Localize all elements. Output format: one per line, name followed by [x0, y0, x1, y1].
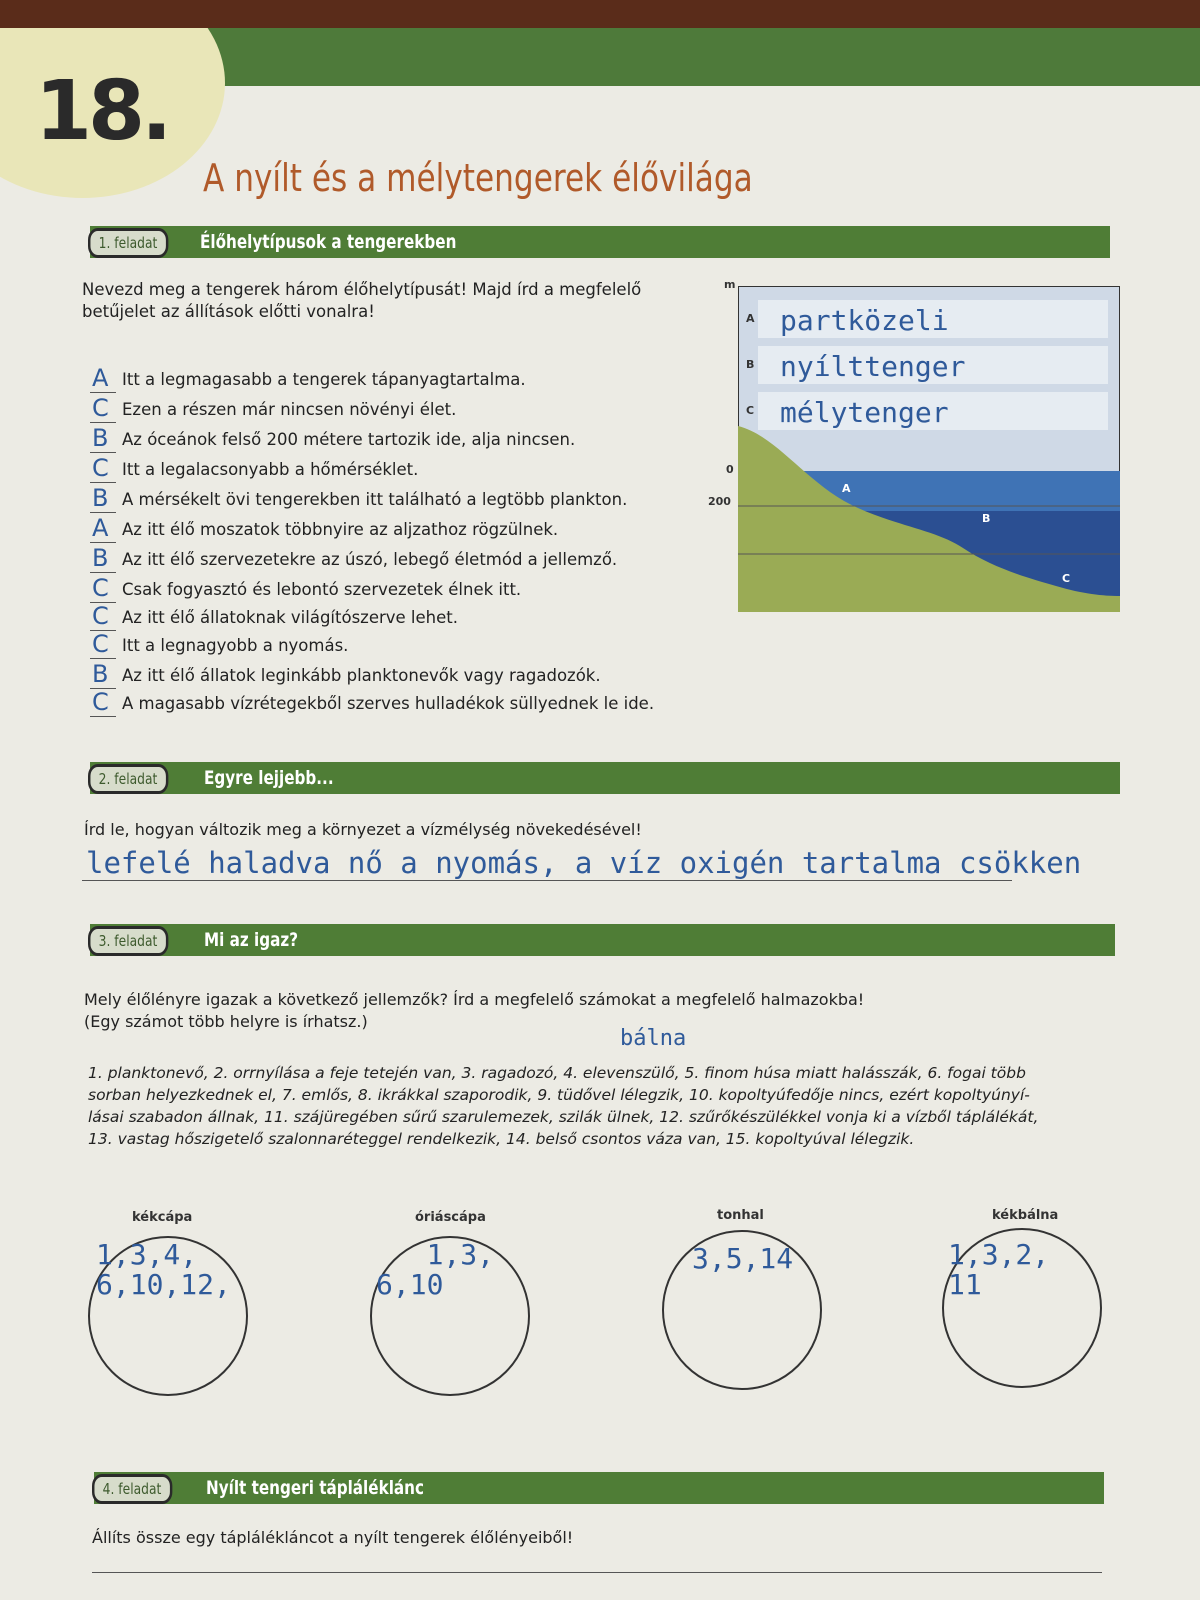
- statement-answer: B: [92, 660, 109, 688]
- answer-blank: [90, 482, 116, 483]
- task4-title: Nyílt tengeri tápláléklánc: [206, 1477, 424, 1499]
- task3-instruction-line2: (Egy számot több helyre is írhatsz.): [84, 1012, 368, 1031]
- zone-label-c: C: [1062, 572, 1071, 585]
- answer-blank: [90, 452, 116, 453]
- task4-instruction: Állíts össze egy táplálékláncot a nyílt tengerek élőlényeiből!: [92, 1528, 574, 1547]
- statement-answer: C: [92, 602, 109, 630]
- statement-text: Az óceánok felső 200 métere tartozik ide, alja nincsen.: [122, 430, 576, 449]
- task2-label: 2. feladat: [88, 764, 168, 794]
- task2-answer: lefelé haladva nő a nyomás, a víz oxigén tartalma csökken: [86, 846, 1082, 880]
- habitat-diagram-svg: [738, 286, 1120, 612]
- task4-label: 4. feladat: [92, 1474, 172, 1504]
- row-letter-a: A: [746, 312, 755, 325]
- statement-answer: C: [92, 574, 109, 602]
- answer-b: nyílttenger: [780, 350, 966, 383]
- task4-answer-line: [92, 1572, 1102, 1573]
- task3-instruction-line1: Mely élőlényre igazak a következő jellemzők? Írd a megfelelő számokat a megfelelő halmazokba!: [84, 990, 865, 1009]
- task1-title: Élőhelytípusok a tengerekben: [200, 231, 457, 253]
- lesson-title: A nyílt és a mélytengerek élővilága: [203, 156, 753, 200]
- task2-answer-line: [82, 880, 1012, 881]
- statement-answer: B: [92, 424, 109, 452]
- statement-text: A magasabb vízrétegekből szerves hulladékok süllyednek le ide.: [122, 694, 655, 713]
- depth-unit: m: [724, 278, 736, 291]
- answer-blank: [90, 716, 116, 717]
- answer-c: mélytenger: [780, 396, 949, 429]
- statement-text: Az itt élő szervezetekre az úszó, lebegő életmód a jellemző.: [122, 550, 618, 569]
- answer-blank: [90, 392, 116, 393]
- traits-line-4: 13. vastag hőszigetelő szalonnaréteggel rendelkezik, 14. belső csontos váza van, 15. kopoltyúval lélegzik.: [88, 1130, 915, 1148]
- workbook-page: [0, 28, 1200, 1600]
- statement-text: A mérsékelt övi tengerekben itt található a legtöbb plankton.: [122, 490, 628, 509]
- lesson-number: 18.: [35, 64, 169, 159]
- row-letter-b: B: [746, 358, 755, 371]
- statement-answer: A: [92, 514, 109, 542]
- set-answer-tonhal: 3,5,14: [692, 1242, 794, 1275]
- statement-answer: C: [92, 454, 109, 482]
- habitat-diagram: [738, 286, 1120, 612]
- statement-answer: C: [92, 688, 109, 716]
- statement-answer: A: [92, 364, 109, 392]
- row-letter-c: C: [746, 404, 755, 417]
- task1-label: 1. feladat: [88, 228, 168, 258]
- zone-label-b: B: [982, 512, 991, 525]
- statement-answer: C: [92, 394, 109, 422]
- statement-answer: B: [92, 544, 109, 572]
- set-label-kekcapa: kékcápa: [132, 1210, 193, 1225]
- set-answer-oriascapa: 1,3, 6,10: [376, 1238, 495, 1301]
- statement-text: Csak fogyasztó és lebontó szervezetek élnek itt.: [122, 580, 522, 599]
- traits-line-2: sorban helyezkednek el, 7. emlős, 8. ikrákkal szaporodik, 9. tüdővel lélegzik, 10. kopoltyúfedője nincs, ezért kopoltyúnyí-: [88, 1086, 1030, 1104]
- answer-blank: [90, 422, 116, 423]
- statement-text: Az itt élő állatoknak világítószerve lehet.: [122, 608, 458, 627]
- traits-line-1: 1. planktonevő, 2. orrnyílása a feje tetején van, 3. ragadozó, 4. elevenszülő, 5. finom húsa miatt halásszák, 6. fogai több: [88, 1064, 1026, 1082]
- set-label-kekbalna: kékbálna: [992, 1208, 1059, 1223]
- zone-label-a: A: [842, 482, 851, 495]
- statement-text: Az itt élő állatok leginkább planktonevők vagy ragadozók.: [122, 666, 601, 685]
- statement-text: Itt a legalacsonyabb a hőmérséklet.: [122, 460, 419, 479]
- set-label-tonhal: tonhal: [717, 1208, 764, 1223]
- set-answer-kekcapa: 1,3,4, 6,10,12,: [96, 1238, 231, 1301]
- depth-0-label: 0: [726, 463, 734, 476]
- statement-answer: B: [92, 484, 109, 512]
- task1-instruction-line2: betűjelet az állítások előtti vonalra!: [82, 302, 375, 321]
- answer-blank: [90, 572, 116, 573]
- answer-blank: [90, 512, 116, 513]
- task2-instruction: Írd le, hogyan változik meg a környezet a vízmélység növekedésével!: [84, 820, 642, 839]
- statement-text: Ezen a részen már nincsen növényi élet.: [122, 400, 457, 419]
- statement-answer: C: [92, 630, 109, 658]
- task3-insert-note: bálna: [620, 1026, 687, 1051]
- set-label-oriascapa: óriáscápa: [415, 1210, 486, 1225]
- set-answer-kekbalna: 1,3,2, 11: [948, 1238, 1050, 1301]
- answer-blank: [90, 542, 116, 543]
- answer-a: partközeli: [780, 304, 949, 337]
- depth-200-label: 200: [708, 495, 731, 508]
- answer-blank: [90, 658, 116, 659]
- statement-text: Itt a legmagasabb a tengerek tápanyagtartalma.: [122, 370, 526, 389]
- statement-text: Itt a legnagyobb a nyomás.: [122, 636, 349, 655]
- task3-label: 3. feladat: [88, 926, 168, 956]
- statement-text: Az itt élő moszatok többnyire az aljzathoz rögzülnek.: [122, 520, 559, 539]
- task1-instruction-line1: Nevezd meg a tengerek három élőhelytípusát! Majd írd a megfelelő: [82, 280, 642, 299]
- task3-title: Mi az igaz?: [204, 929, 299, 951]
- header-band: [150, 28, 1200, 86]
- traits-line-3: lásai szabadon állnak, 11. szájüregében sűrű szarulemezek, szilák ülnek, 12. szűrőkészülékkel vonja ki a vízből táplálékát,: [88, 1108, 1039, 1126]
- task2-title: Egyre lejjebb...: [204, 767, 334, 789]
